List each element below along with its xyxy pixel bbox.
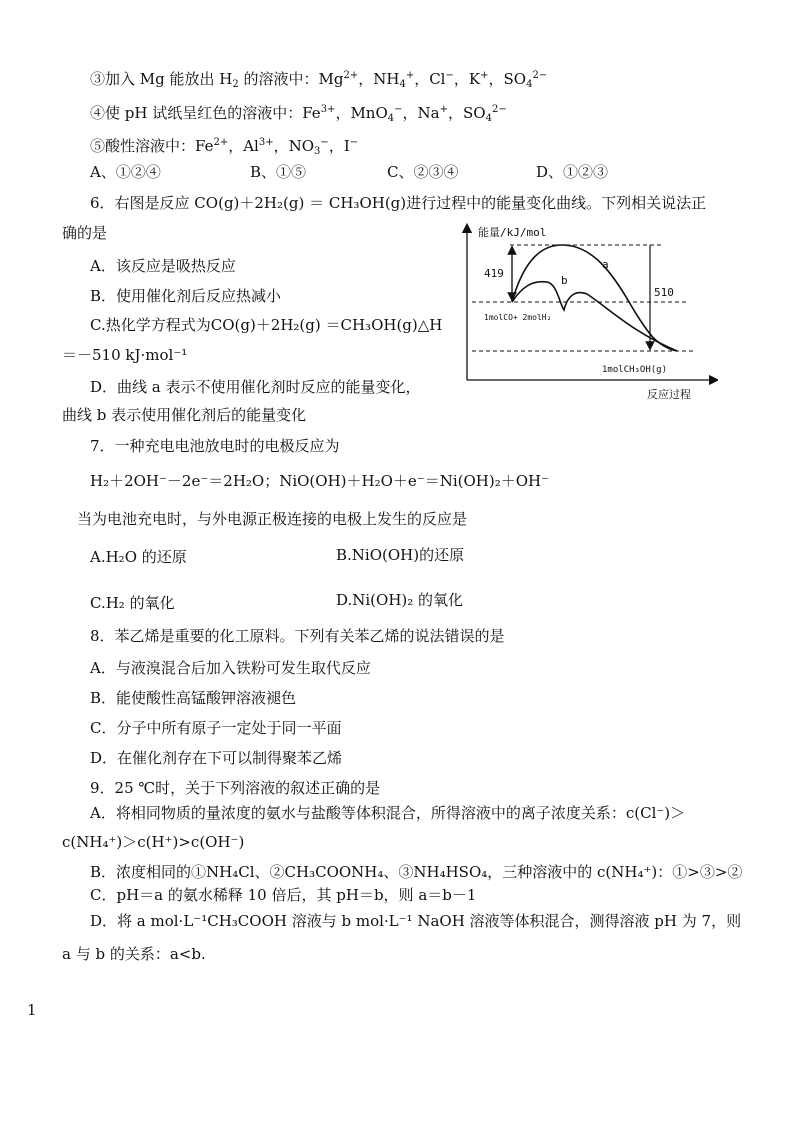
label-419: 419 bbox=[484, 267, 504, 280]
q6-option-a: A．该反应是吸热反应 bbox=[90, 257, 236, 275]
x-axis-label: 反应过程 bbox=[647, 388, 691, 401]
label-510: 510 bbox=[654, 286, 674, 299]
q6-stem-cont: 确的是 bbox=[62, 224, 108, 242]
q7-option-c: C.H₂ 的氧化 bbox=[90, 594, 175, 612]
q5-option-a: A、①②④ bbox=[90, 163, 161, 181]
q9-option-c: C．pH＝a 的氨水稀释 10 倍后，其 pH＝b，则 a＝b－1 bbox=[90, 886, 477, 904]
q5-item-4-text-mn: ，MnO bbox=[335, 104, 388, 122]
q5-item-3-text: ③加入 Mg 能放出 H bbox=[90, 70, 233, 88]
q5-item-3: ③加入 Mg 能放出 $H_2$ 的溶液中：$Mg^{2+}$，$NH_4^+$，Cl−，K+，$SO_4^{2-}$ bbox=[90, 70, 548, 90]
q5-item-3-text-nh: ，NH bbox=[358, 70, 400, 88]
page-number: 1 bbox=[27, 1001, 37, 1019]
curve-a bbox=[512, 245, 677, 351]
q5-item-4-text-so: ，SO bbox=[448, 104, 486, 122]
q7-stem-cont: 当为电池充电时，与外电源正极连接的电极上发生的反应是 bbox=[77, 510, 468, 528]
q5-item-5-text: ⑤酸性溶液中：Fe bbox=[90, 137, 214, 155]
q5-item-3-text-mid: 的溶液中：Mg bbox=[238, 70, 344, 88]
q8-option-c: C．分子中所有原子一定处于同一平面 bbox=[90, 719, 342, 737]
q5-option-d: D、①②③ bbox=[536, 163, 609, 181]
q5-option-b: B、①⑤ bbox=[250, 163, 307, 181]
curve-a-label: a bbox=[602, 258, 609, 271]
q8-option-d: D．在催化剂存在下可以制得聚苯乙烯 bbox=[90, 749, 343, 767]
curve-b-label: b bbox=[561, 274, 568, 287]
q7-stem: 7．一种充电电池放电时的电极反应为 bbox=[90, 437, 340, 455]
q9-option-a: A．将相同物质的量浓度的氨水与盐酸等体积混合，所得溶液中的离子浓度关系：c(Cl⁻)＞ bbox=[90, 804, 686, 822]
q5-item-5-text-no: ，NO bbox=[273, 137, 315, 155]
q5-item-3-text-cl: ，Cl bbox=[414, 70, 446, 88]
q9-option-d-cont: a 与 b 的关系：a<b. bbox=[62, 945, 206, 963]
q5-item-4: ④使 pH 试纸呈红色的溶液中：$Fe^{3+}$，MnO$_4$−，Na+，$SO_4^{2-}$ bbox=[90, 104, 507, 124]
q5-item-4-text: ④使 pH 试纸呈红色的溶液中：Fe bbox=[90, 104, 321, 122]
q5-item-4-text-na: ，Na bbox=[402, 104, 440, 122]
q6-stem: 6．右图是反应 CO(g)＋2H₂(g) ＝ CH₃OH(g)进行过程中的能量变化曲线。下列相关说法正 bbox=[90, 194, 707, 212]
q5-option-c: C、②③④ bbox=[387, 163, 459, 181]
y-axis-label: 能量/kJ/mol bbox=[478, 226, 547, 239]
reactants-label: 1molCO+ 2molH₂ bbox=[484, 313, 552, 322]
q6-option-c-cont: ＝－510 kJ·mol⁻¹ bbox=[62, 346, 188, 364]
energy-diagram bbox=[462, 222, 718, 402]
q5-item-5: ⑤酸性溶液中：$Fe^{2+}$，$Al^{3+}$，$NO_3^-$，I− bbox=[90, 137, 359, 157]
q9-option-a-cont: c(NH₄⁺)＞c(H⁺)>c(OH⁻) bbox=[62, 833, 245, 851]
q6-option-d: D．曲线 a 表示不使用催化剂时反应的能量变化， bbox=[90, 378, 421, 396]
q9-option-b: B．浓度相同的①NH₄Cl、②CH₃COONH₄、③NH₄HSO₄，三种溶液中的 c(NH₄⁺)：①>③>② bbox=[90, 863, 743, 881]
q8-option-b: B．能使酸性高锰酸钾溶液褪色 bbox=[90, 689, 297, 707]
q7-equation: H₂＋2OH⁻－2e⁻＝2H₂O；NiO(OH)＋H₂O＋e⁻＝Ni(OH)₂＋OH⁻ bbox=[90, 472, 550, 490]
q9-stem: 9．25 ℃时，关于下列溶液的叙述正确的是 bbox=[90, 779, 381, 797]
q7-option-b: B.NiO(OH)的还原 bbox=[336, 546, 465, 564]
q7-option-d: D.Ni(OH)₂ 的氧化 bbox=[336, 591, 464, 609]
q5-item-3-text-so: ，SO bbox=[488, 70, 527, 88]
q6-option-b: B．使用催化剂后反应热减小 bbox=[90, 287, 282, 305]
q5-item-3-text-k: ，K bbox=[453, 70, 481, 88]
q5-item-5-text-i: ，I bbox=[328, 137, 350, 155]
product-label: 1molCH₃OH(g) bbox=[602, 365, 668, 375]
q6-option-c: C.热化学方程式为CO(g)＋2H₂(g) ＝CH₃OH(g)△H bbox=[90, 316, 443, 334]
q5-item-5-text-al: ，Al bbox=[228, 137, 259, 155]
q7-option-a: A.H₂O 的还原 bbox=[90, 548, 187, 566]
q6-option-d-cont: 曲线 b 表示使用催化剂后的能量变化 bbox=[62, 406, 307, 424]
q8-stem: 8．苯乙烯是重要的化工原料。下列有关苯乙烯的说法错误的是 bbox=[90, 627, 505, 645]
q8-option-a: A．与液溴混合后加入铁粉可发生取代反应 bbox=[90, 659, 371, 677]
q9-option-d: D．将 a mol·L⁻¹CH₃COOH 溶液与 b mol·L⁻¹ NaOH 溶液等体积混合，测得溶液 pH 为 7，则 bbox=[90, 912, 742, 930]
